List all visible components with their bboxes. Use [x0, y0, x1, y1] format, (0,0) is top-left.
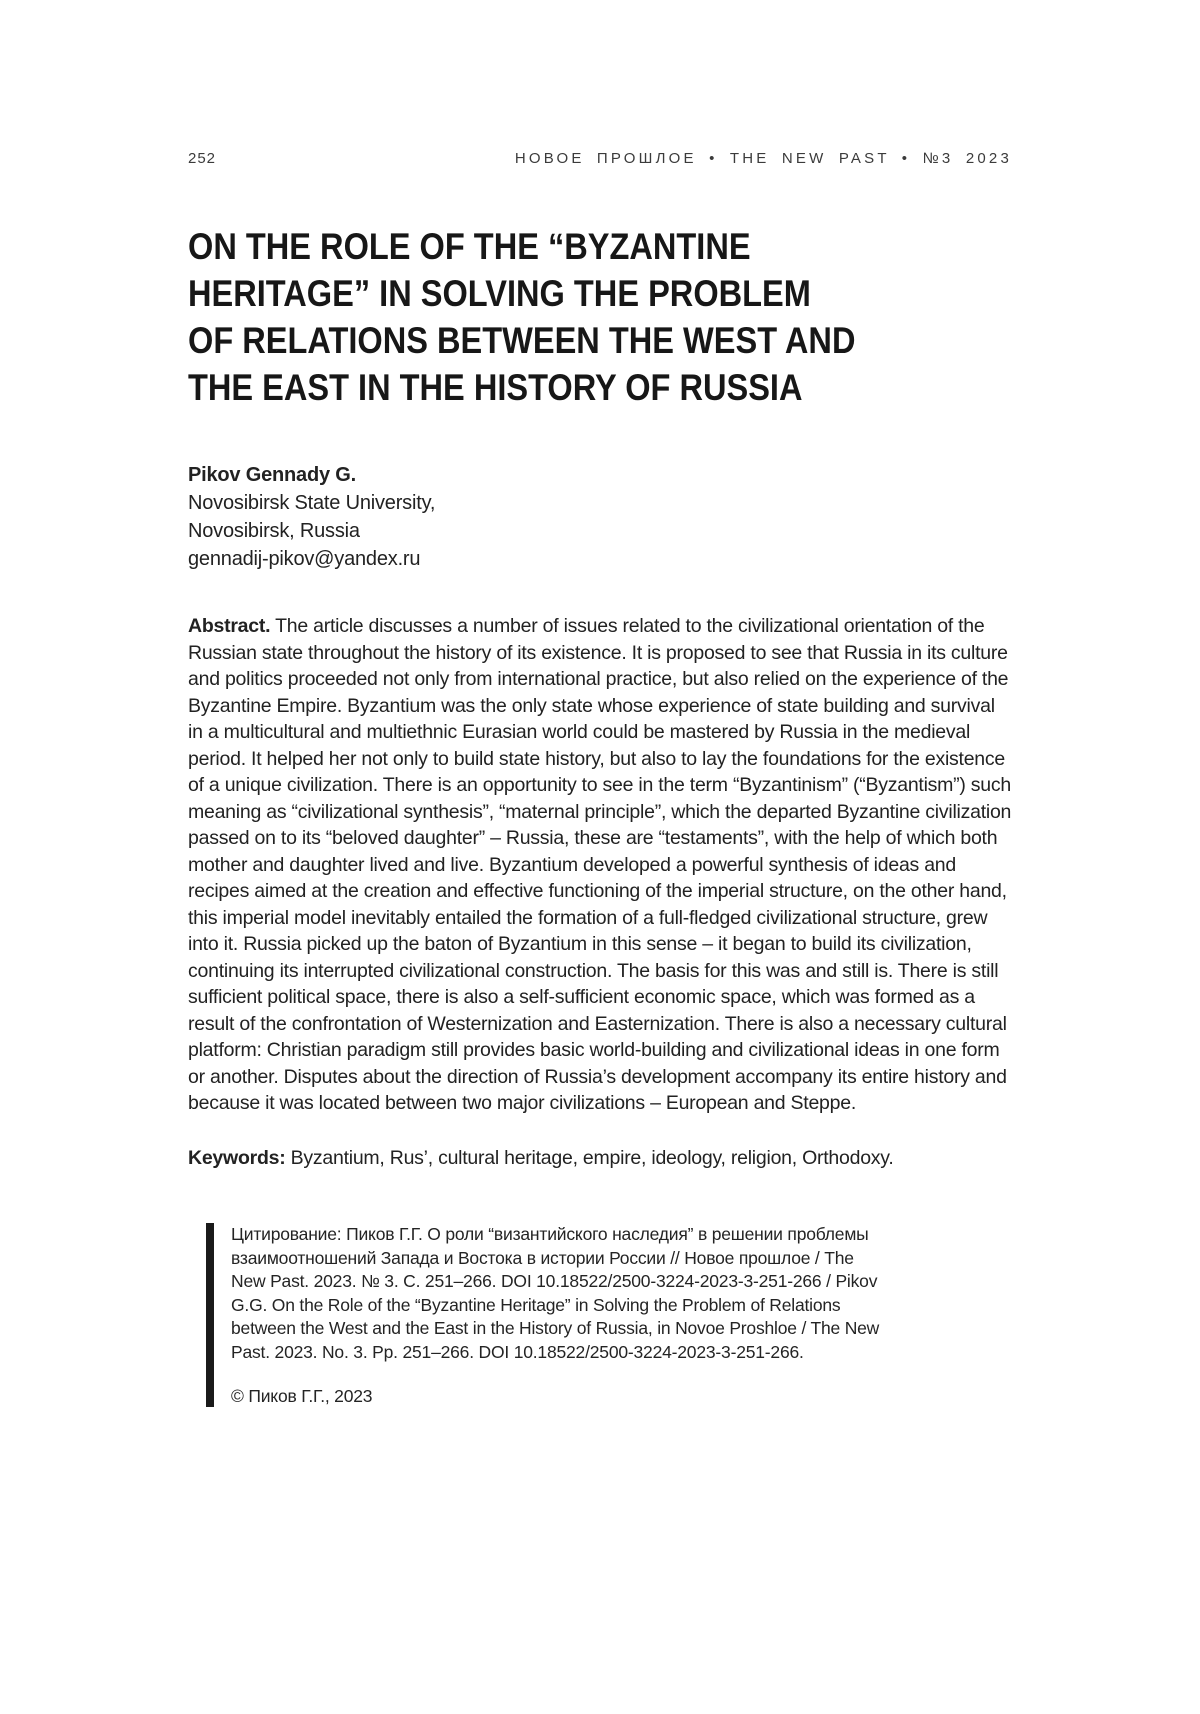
article-title-line-3: OF RELATIONS BETWEEN THE WEST AND: [188, 320, 856, 361]
page-number: 252: [188, 150, 217, 167]
citation-block: [206, 1223, 1012, 1407]
author-email: gennadij-pikov@yandex.ru: [188, 548, 421, 570]
keywords-text: Byzantium, Rus’, cultural heritage, empire, ideology, religion, Orthodoxy.: [290, 1146, 894, 1169]
keywords-paragraph: [188, 1145, 1012, 1172]
abstract-label: Abstract.: [188, 615, 271, 637]
copyright-line: © Пиков Г.Г., 2023: [231, 1386, 373, 1406]
author-block: [188, 461, 1012, 573]
abstract-paragraph: [188, 613, 1012, 1117]
author-name: Pikov Gennady G.: [188, 464, 356, 486]
citation-text: Цитирование: Пиков Г.Г. О роли “византийского наследия” в решении проблемы взаимоотношений Запада и Востока в истории России // Новое прошлое / The New Past. 2023. № 3. С. 251–266. DOI 10.18522/2500-3224-2023-3-251-266 / Pikov G.G. On the Role of the “Byzantine Heritage” in Solving the Problem of Relations between the West and the East in the History of Russia, in Novoe Proshloe / The New Past. 2023. No. 3. Pp. 251–266. DOI 10.18522/2500-3224-2023-3-251-266.: [231, 1224, 880, 1362]
abstract-text: The article discusses a number of issues related to the civilizational orientation of the Russian state throughout the history of its existence. It is proposed to see that Russia in its culture and politics proceeded not only from international practice, but also relied on the experience of the Byzantine Empire. Byzantium was the only state whose experience of state building and survival in a multicultural and multiethnic Eurasian world could be mastered by Russia in the medieval period. It helped her not only to build state history, but also to lay the foundations for the existence of a unique civilization. There is an opportunity to see in the term “Byzantinism” (“Byzantism”) such meaning as “civilizational synthesis”, “maternal principle”, which the departed Byzantine civilization passed on to its “beloved daughter” – Russia, these are “testaments”, with the help of which both mother and daughter lived and live. Byzantium developed a powerful synthesis of ideas and recipes aimed at the creation and effective functioning of the imperial structure, on the other hand, this imperial model inevitably entailed the formation of a full-fledged civilizational structure, grew into it. Russia picked up the baton of Byzantium in this sense – it began to build its civilization, continuing its interrupted civilizational construction. The basis for this was and still is. There is still sufficient political space, there is also a self-sufficient economic space, which was formed as a result of the confrontation of Westernization and Easternization. There is also a necessary cultural platform: Christian paradigm still provides basic world-building and civilizational ideas in one form or another. Disputes about the direction of Russia’s development accompany its entire history and because it was located between two major civilizations – European and Steppe.: [188, 615, 1012, 1114]
journal-header-title: НОВОЕ ПРОШЛОЕ • THE NEW PAST • №3 2023: [514, 150, 1012, 167]
article-title-line-1: ON THE ROLE OF THE “BYZANTINE: [188, 226, 751, 267]
article-title-line-4: THE EAST IN THE HISTORY OF RUSSIA: [188, 367, 803, 408]
author-affiliation-university: Novosibirsk State University,: [188, 492, 436, 514]
page-header: [188, 150, 1012, 167]
keywords-label: Keywords:: [188, 1146, 286, 1169]
article-title: [188, 223, 913, 411]
article-title-line-2: HERITAGE” IN SOLVING THE PROBLEM: [188, 273, 811, 314]
author-affiliation-city: Novosibirsk, Russia: [188, 520, 360, 542]
